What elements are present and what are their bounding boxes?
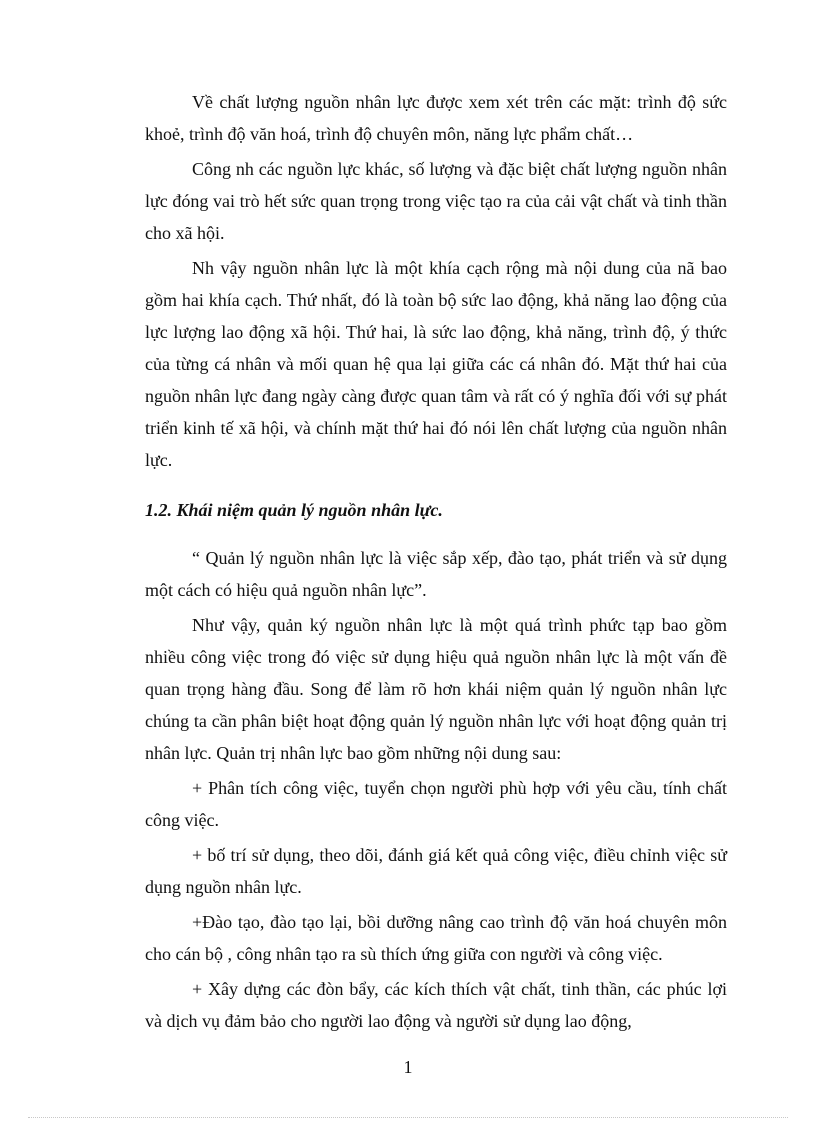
- paragraph-role: Công nh các nguồn lực khác, số lượng và đặc biệt chất lượng nguồn nhân lực đóng vai trò hết sức quan trọng trong việc tạo ra của cải vật chất và tinh thần cho xã hội.: [145, 159, 727, 243]
- paragraph-aspects: Nh vậy nguồn nhân lực là một khía cạch rộng mà nội dung của nã bao gồm hai khía cạch. Thứ nhất, đó là toàn bộ sức lao động, khả năng lao động của lực lượng lao động xã hội. Thứ hai, là sức lao động, khả năng, trình độ, ý thức của từng cá nhân và mối quan hệ qua lại giữa các cá nhân đó. Mặt thứ hai của nguồn nhân lực đang ngày càng được quan tâm và rất có ý nghĩa đối với sự phát triển kinh tế xã hội, và chính mặt thứ hai đó nói lên chất lượng của nguồn nhân lực.: [145, 258, 727, 470]
- page-bottom-divider: [28, 1117, 788, 1118]
- paragraph-definition: “ Quản lý nguồn nhân lực là việc sắp xếp, đào tạo, phát triển và sử dụng một cách có hiệu quả nguồn nhân lực”.: [145, 548, 727, 600]
- document-page: [145, 86, 727, 1040]
- page-number: 1: [403, 1057, 413, 1077]
- paragraph-quality: Về chất lượng nguồn nhân lực được xem xét trên các mặt: trình độ sức khoẻ, trình độ văn hoá, trình độ chuyên môn, năng lực phẩm chất…: [145, 92, 727, 144]
- list-item: +Đào tạo, đào tạo lại, bồi dưỡng nâng cao trình độ văn hoá chuyên môn cho cán bộ , công nhân tạo ra sù thích ứng giữa con người và công việc.: [145, 912, 727, 964]
- list-item: + Phân tích công việc, tuyển chọn người phù hợp với yêu cầu, tính chất công việc.: [145, 778, 727, 830]
- section-heading: 1.2. Khái niệm quản lý nguồn nhân lực.: [145, 500, 443, 520]
- list-item: + bố trí sử dụng, theo dõi, đánh giá kết quả công việc, điều chỉnh việc sử dụng nguồn nhân lực.: [145, 845, 727, 897]
- list-item: + Xây dựng các đòn bẩy, các kích thích vật chất, tinh thần, các phúc lợi và dịch vụ đảm bảo cho người lao động và người sử dụng lao động,: [145, 979, 727, 1031]
- paragraph-management: Như vậy, quản ký nguồn nhân lực là một quá trình phức tạp bao gồm nhiều công việc trong đó việc sử dụng hiệu quả nguồn nhân lực là một vấn đề quan trọng hàng đầu. Song để làm rõ hơn khái niệm quản lý nguồn nhân lực chúng ta cần phân biệt hoạt động quản lý nguồn nhân lực với hoạt động quản trị nhân lực. Quản trị nhân lực bao gồm những nội dung sau:: [145, 615, 727, 763]
